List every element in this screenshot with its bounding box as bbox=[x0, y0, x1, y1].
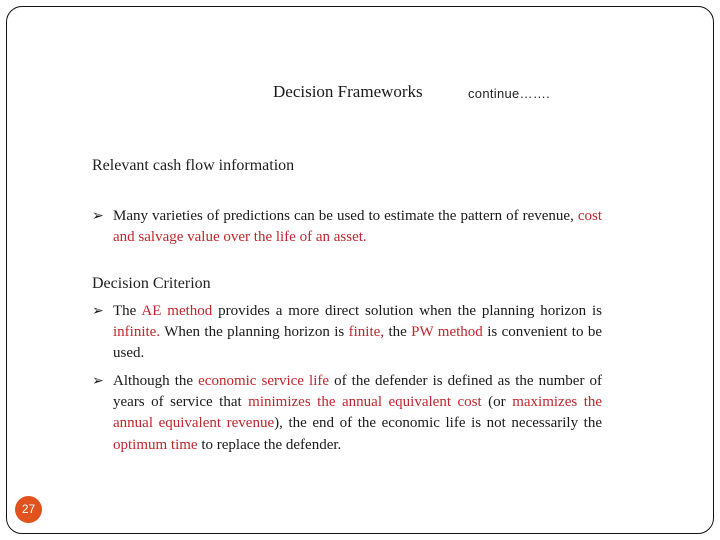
bullet-text-run: ), the end of the economic life is not necessarily the bbox=[274, 415, 602, 432]
highlight-text: AE method bbox=[141, 303, 213, 319]
bullet-text-run: Many varieties of predictions can be used to estimate the pattern of revenue, bbox=[113, 208, 578, 224]
highlight-text: minimizes the annual equivalent cost bbox=[248, 394, 482, 411]
bullet-predictions bbox=[92, 206, 602, 248]
bullet-text-run: of the defender is defined as the number of years of service that bbox=[113, 373, 602, 411]
continue-label: continue……. bbox=[468, 86, 551, 101]
highlight-text: cost and salvage value over the life of an asset. bbox=[113, 208, 602, 246]
bullet-text-run: (or bbox=[481, 394, 513, 411]
slide-title: Decision Frameworks bbox=[273, 82, 423, 101]
bullet-text-run: provides a more direct solution when the planning horizon is bbox=[212, 303, 602, 319]
arrow-bullet-icon: ➢ bbox=[92, 208, 104, 224]
section-heading-decision-criterion: Decision Criterion bbox=[92, 275, 211, 292]
page-number-badge: 27 bbox=[15, 496, 42, 523]
bullet-text-run: Although the bbox=[113, 373, 199, 389]
highlight-text: economic service life bbox=[198, 373, 330, 389]
bullet-text-run: When the planning horizon is bbox=[160, 324, 349, 341]
section-heading-cash-flow: Relevant cash flow information bbox=[92, 157, 295, 174]
bullet-text-run: The bbox=[113, 303, 142, 319]
bullet-text bbox=[113, 206, 602, 248]
highlight-text: maximizes the annual equivalent revenue bbox=[113, 394, 603, 432]
arrow-bullet-icon: ➢ bbox=[92, 303, 104, 319]
arrow-bullet-icon: ➢ bbox=[92, 373, 104, 389]
highlight-text: infinite. bbox=[113, 324, 161, 341]
bullet-economic-service-life bbox=[92, 371, 602, 456]
bullet-text-run: is convenient to be used. bbox=[113, 324, 603, 362]
bullet-text bbox=[113, 301, 602, 365]
highlight-text: finite, bbox=[348, 324, 385, 341]
bullet-ae-method bbox=[92, 301, 602, 365]
highlight-text: PW method bbox=[411, 324, 483, 341]
bullet-text-run: to replace the defender. bbox=[197, 436, 342, 453]
highlight-text: optimum time bbox=[113, 436, 198, 453]
bullet-text bbox=[113, 371, 602, 456]
bullet-text-run: the bbox=[384, 324, 412, 341]
